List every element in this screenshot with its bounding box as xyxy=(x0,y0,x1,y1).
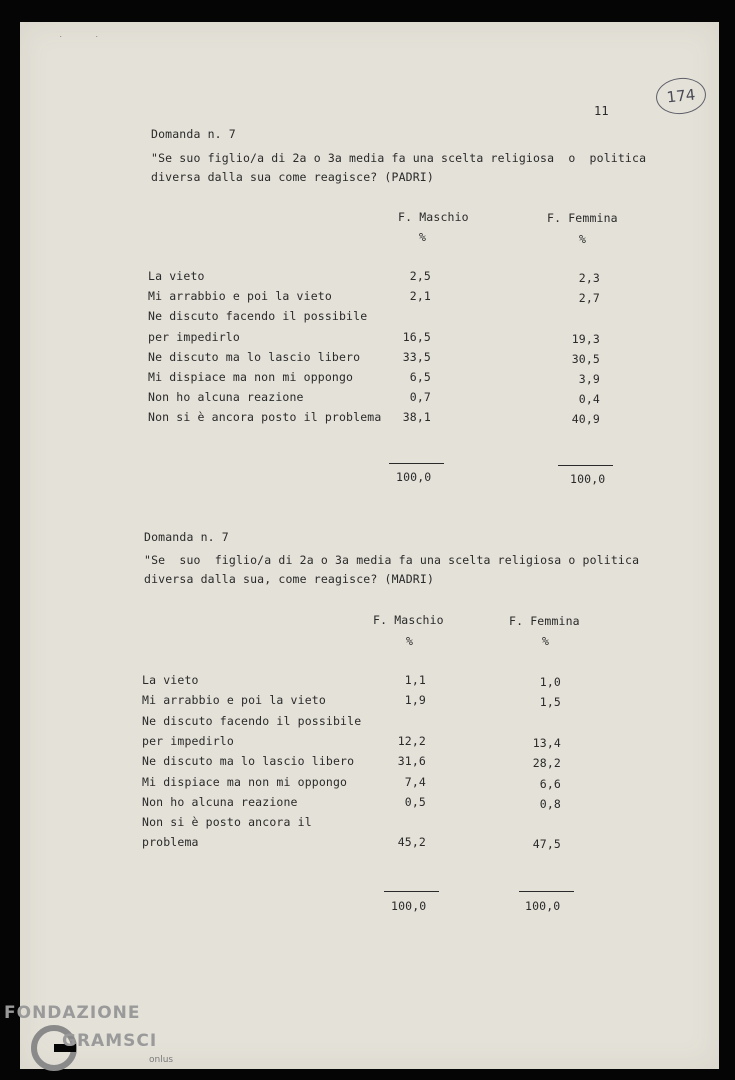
logo-line1: FONDAZIONE xyxy=(4,1003,141,1023)
scan-speck: ˙ xyxy=(58,36,64,46)
logo-suffix: onlus xyxy=(149,1055,174,1065)
section1-heading: Domanda n. 7 xyxy=(151,127,236,141)
section2-row-label: Ne discuto facendo il possibile xyxy=(142,713,362,728)
section1-row-label: Mi dispiace ma non mi oppongo xyxy=(148,370,354,384)
section2-row-femmina-value: 28,2 xyxy=(532,756,561,771)
section2-row-maschio-value: 7,4 xyxy=(404,774,426,789)
section1-row-label: Ne discuto facendo il possibile xyxy=(148,309,368,324)
section1-row-label: Non ho alcuna reazione xyxy=(148,390,304,405)
section2-row-femmina-value: 13,4 xyxy=(532,735,561,750)
section2-total-rule-maschio xyxy=(384,891,439,892)
section2-col-header-maschio: F. Maschio xyxy=(373,613,444,627)
section2-total-maschio: 100,0 xyxy=(391,899,427,913)
section2-row-femmina-value: 47,5 xyxy=(532,837,561,852)
section2-row-maschio-value: 1,1 xyxy=(404,673,426,687)
section1-row-maschio-value: 33,5 xyxy=(402,349,431,364)
section1-total-rule-femmina xyxy=(558,465,613,466)
section2-row-maschio-value: 1,9 xyxy=(404,693,426,708)
section1-row-maschio-value: 2,1 xyxy=(409,289,431,304)
section2-row-label: Non ho alcuna reazione xyxy=(142,794,298,809)
section1-row-maschio-value: 6,5 xyxy=(409,370,431,384)
section1-row-label: Mi arrabbio e poi la vieto xyxy=(148,289,332,304)
section1-row-label: La vieto xyxy=(148,269,205,283)
section1-col-header-maschio: F. Maschio xyxy=(398,210,469,224)
logo-line2: GRAMSCI xyxy=(62,1031,158,1051)
stamp-number: 174 xyxy=(665,85,697,107)
section2-question-line2: diversa dalla sua, come reagisce? (MADRI) xyxy=(144,572,435,586)
section1-row-label: per impedirlo xyxy=(148,329,240,344)
section1-row-femmina-value: 30,5 xyxy=(571,351,600,366)
section1-row-maschio-value: 0,7 xyxy=(409,390,431,405)
archive-page-stamp xyxy=(654,75,707,116)
section1-question-line2: diversa dalla sua come reagisce? (PADRI) xyxy=(151,170,434,184)
section1-row-maschio-value: 38,1 xyxy=(402,410,431,425)
section2-row-label: problema xyxy=(142,835,199,850)
section2-row-maschio-value: 12,2 xyxy=(397,733,426,748)
section2-row-label: per impedirlo xyxy=(142,733,234,748)
section2-col-header-femmina: F. Femmina xyxy=(509,614,580,628)
section1-question-line1: "Se suo figlio/a di 2a o 3a media fa una scelta religiosa o politica xyxy=(151,151,647,165)
section1-total-femmina: 100,0 xyxy=(570,472,606,486)
document-page xyxy=(20,22,719,1069)
page-number: 11 xyxy=(594,104,609,118)
section2-row-maschio-value: 0,5 xyxy=(404,794,426,809)
section2-row-maschio-value: 31,6 xyxy=(397,754,426,769)
section1-row-femmina-value: 2,7 xyxy=(578,291,600,306)
section1-total-maschio: 100,0 xyxy=(396,470,432,484)
section2-row-maschio-value: 45,2 xyxy=(397,835,426,850)
section1-row-femmina-value: 0,4 xyxy=(578,392,600,407)
section2-total-rule-femmina xyxy=(519,891,574,892)
section1-total-rule-maschio xyxy=(389,463,444,464)
section1-row-femmina-value: 3,9 xyxy=(578,372,600,386)
section1-unit-femmina: % xyxy=(579,232,587,246)
section1-unit-maschio: % xyxy=(419,230,427,244)
section1-row-maschio-value: 2,5 xyxy=(409,269,431,283)
section2-row-femmina-value: 1,0 xyxy=(539,675,561,689)
section1-row-label: Non si è ancora posto il problema xyxy=(148,410,382,425)
section1-col-header-femmina: F. Femmina xyxy=(547,211,618,225)
section2-row-label: Ne discuto ma lo lascio libero xyxy=(142,754,355,769)
section2-heading: Domanda n. 7 xyxy=(144,530,229,544)
section2-row-femmina-value: 0,8 xyxy=(539,796,561,811)
section1-row-femmina-value: 40,9 xyxy=(571,412,600,427)
section2-question-line1: "Se suo figlio/a di 2a o 3a media fa una scelta religiosa o politica xyxy=(144,553,640,567)
section2-row-femmina-value: 1,5 xyxy=(539,695,561,710)
section2-row-label: La vieto xyxy=(142,673,199,687)
section2-unit-femmina: % xyxy=(542,634,550,648)
section1-row-label: Ne discuto ma lo lascio libero xyxy=(148,349,361,364)
section2-unit-maschio: % xyxy=(406,634,414,648)
section2-row-femmina-value: 6,6 xyxy=(539,776,561,791)
section2-total-femmina: 100,0 xyxy=(525,899,561,913)
section1-row-maschio-value: 16,5 xyxy=(402,329,431,344)
section2-row-label: Non si è posto ancora il xyxy=(142,815,312,830)
section1-row-femmina-value: 2,3 xyxy=(578,271,600,285)
section2-row-label: Mi arrabbio e poi la vieto xyxy=(142,693,326,708)
section2-row-label: Mi dispiace ma non mi oppongo xyxy=(142,774,348,789)
fondazione-gramsci-logo xyxy=(4,1000,194,1075)
scan-speck: ˙ xyxy=(94,36,100,46)
section1-row-femmina-value: 19,3 xyxy=(571,331,600,346)
